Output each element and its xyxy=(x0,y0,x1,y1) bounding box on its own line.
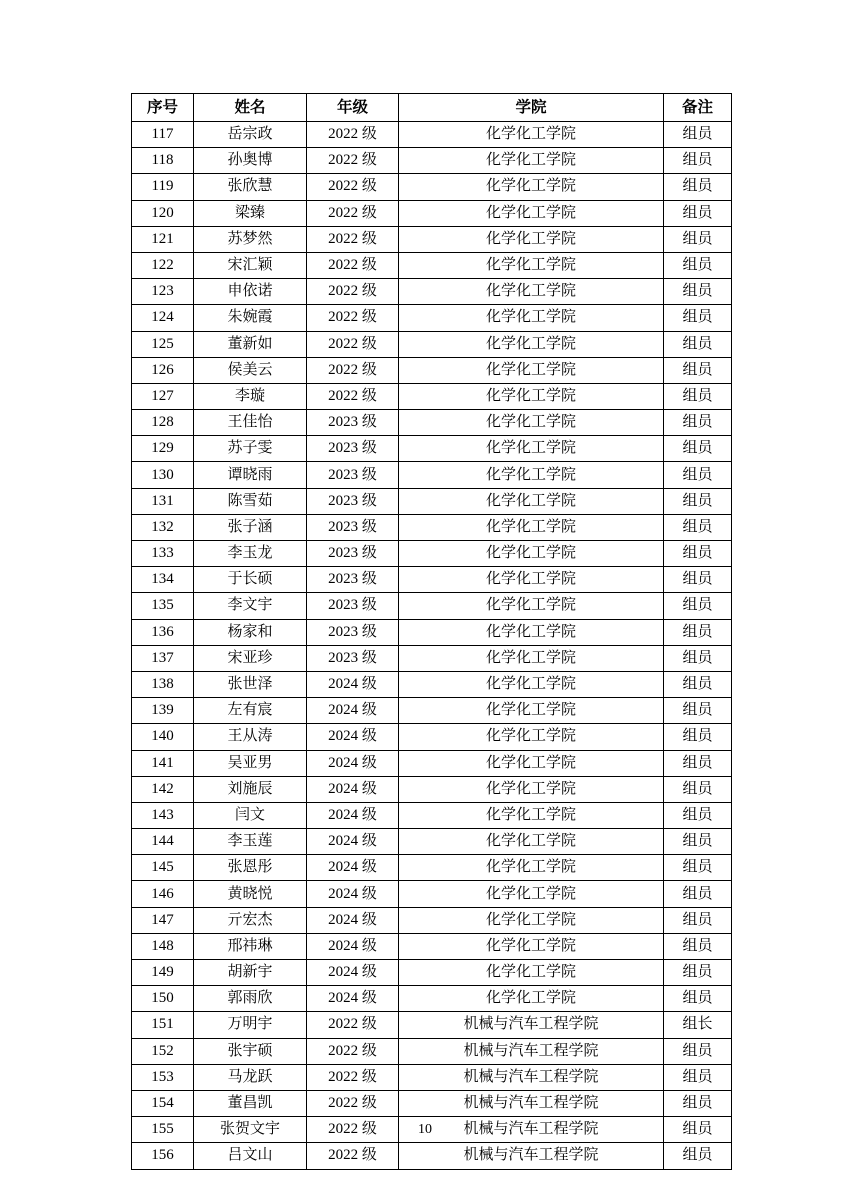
row-name: 李璇 xyxy=(194,383,307,409)
row-note: 组员 xyxy=(664,279,732,305)
row-grade: 2024 级 xyxy=(307,776,399,802)
column-header-grade: 年级 xyxy=(307,94,399,122)
row-college: 化学化工学院 xyxy=(399,488,664,514)
table-row xyxy=(132,436,732,462)
row-note: 组长 xyxy=(664,1012,732,1038)
row-note: 组员 xyxy=(664,907,732,933)
row-name: 申依诺 xyxy=(194,279,307,305)
row-seq: 141 xyxy=(132,750,194,776)
row-seq: 145 xyxy=(132,855,194,881)
row-grade: 2024 级 xyxy=(307,986,399,1012)
row-grade: 2022 级 xyxy=(307,148,399,174)
row-grade: 2022 级 xyxy=(307,226,399,252)
row-name: 苏子雯 xyxy=(194,436,307,462)
row-seq: 142 xyxy=(132,776,194,802)
table-header-row xyxy=(132,94,732,122)
row-seq: 148 xyxy=(132,933,194,959)
row-name: 王佳怡 xyxy=(194,410,307,436)
row-seq: 127 xyxy=(132,383,194,409)
column-header-note: 备注 xyxy=(664,94,732,122)
row-seq: 153 xyxy=(132,1064,194,1090)
row-name: 岳宗政 xyxy=(194,122,307,148)
row-name: 张贺文宇 xyxy=(194,1117,307,1143)
row-note: 组员 xyxy=(664,724,732,750)
row-name: 孙奥博 xyxy=(194,148,307,174)
row-grade: 2023 级 xyxy=(307,593,399,619)
row-name: 宋汇颖 xyxy=(194,252,307,278)
row-grade: 2023 级 xyxy=(307,645,399,671)
row-seq: 149 xyxy=(132,960,194,986)
table-row xyxy=(132,331,732,357)
row-name: 李文宇 xyxy=(194,593,307,619)
table-row xyxy=(132,802,732,828)
table-row xyxy=(132,750,732,776)
row-seq: 118 xyxy=(132,148,194,174)
table-row xyxy=(132,514,732,540)
row-grade: 2023 级 xyxy=(307,619,399,645)
row-grade: 2022 级 xyxy=(307,122,399,148)
row-note: 组员 xyxy=(664,593,732,619)
row-seq: 135 xyxy=(132,593,194,619)
row-note: 组员 xyxy=(664,357,732,383)
row-note: 组员 xyxy=(664,619,732,645)
page-number: 10 xyxy=(418,1122,432,1137)
row-college: 化学化工学院 xyxy=(399,410,664,436)
row-college: 化学化工学院 xyxy=(399,252,664,278)
row-note: 组员 xyxy=(664,750,732,776)
row-grade: 2023 级 xyxy=(307,488,399,514)
row-college: 化学化工学院 xyxy=(399,148,664,174)
row-grade: 2024 级 xyxy=(307,881,399,907)
row-seq: 119 xyxy=(132,174,194,200)
row-name: 董新如 xyxy=(194,331,307,357)
row-name: 于长硕 xyxy=(194,567,307,593)
row-note: 组员 xyxy=(664,462,732,488)
row-grade: 2023 级 xyxy=(307,410,399,436)
row-note: 组员 xyxy=(664,200,732,226)
row-name: 黄晓悦 xyxy=(194,881,307,907)
row-seq: 124 xyxy=(132,305,194,331)
row-college: 化学化工学院 xyxy=(399,907,664,933)
row-grade: 2024 级 xyxy=(307,698,399,724)
row-college: 化学化工学院 xyxy=(399,645,664,671)
row-note: 组员 xyxy=(664,1090,732,1116)
table-row xyxy=(132,567,732,593)
row-grade: 2022 级 xyxy=(307,331,399,357)
row-name: 陈雪茹 xyxy=(194,488,307,514)
row-college: 化学化工学院 xyxy=(399,567,664,593)
table-row xyxy=(132,174,732,200)
row-name: 张子涵 xyxy=(194,514,307,540)
row-grade: 2024 级 xyxy=(307,724,399,750)
table-row xyxy=(132,619,732,645)
row-note: 组员 xyxy=(664,567,732,593)
row-grade: 2023 级 xyxy=(307,436,399,462)
row-grade: 2024 级 xyxy=(307,933,399,959)
row-seq: 155 xyxy=(132,1117,194,1143)
row-grade: 2022 级 xyxy=(307,174,399,200)
row-note: 组员 xyxy=(664,331,732,357)
table-row xyxy=(132,122,732,148)
row-seq: 143 xyxy=(132,802,194,828)
row-note: 组员 xyxy=(664,855,732,881)
table-row xyxy=(132,855,732,881)
row-seq: 132 xyxy=(132,514,194,540)
roster-table xyxy=(131,93,732,1170)
row-college: 化学化工学院 xyxy=(399,619,664,645)
table-row xyxy=(132,279,732,305)
row-note: 组员 xyxy=(664,122,732,148)
row-name: 苏梦然 xyxy=(194,226,307,252)
row-seq: 146 xyxy=(132,881,194,907)
row-note: 组员 xyxy=(664,305,732,331)
table-row xyxy=(132,698,732,724)
row-name: 李玉龙 xyxy=(194,541,307,567)
table-row xyxy=(132,933,732,959)
row-seq: 122 xyxy=(132,252,194,278)
row-grade: 2024 级 xyxy=(307,802,399,828)
row-seq: 136 xyxy=(132,619,194,645)
row-grade: 2024 级 xyxy=(307,855,399,881)
table-row xyxy=(132,410,732,436)
row-grade: 2022 级 xyxy=(307,279,399,305)
table-row xyxy=(132,1064,732,1090)
table-row xyxy=(132,1038,732,1064)
column-header-name: 姓名 xyxy=(194,94,307,122)
table-row xyxy=(132,1143,732,1169)
table-row xyxy=(132,357,732,383)
row-name: 宋亚珍 xyxy=(194,645,307,671)
row-note: 组员 xyxy=(664,1038,732,1064)
row-name: 吕文山 xyxy=(194,1143,307,1169)
row-seq: 121 xyxy=(132,226,194,252)
row-note: 组员 xyxy=(664,383,732,409)
row-name: 李玉莲 xyxy=(194,829,307,855)
table-row xyxy=(132,593,732,619)
row-grade: 2022 级 xyxy=(307,1038,399,1064)
row-seq: 120 xyxy=(132,200,194,226)
row-college: 机械与汽车工程学院 xyxy=(399,1090,664,1116)
row-note: 组员 xyxy=(664,933,732,959)
table-row xyxy=(132,829,732,855)
row-name: 刘施辰 xyxy=(194,776,307,802)
row-name: 万明宇 xyxy=(194,1012,307,1038)
row-grade: 2022 级 xyxy=(307,1012,399,1038)
table-row xyxy=(132,1012,732,1038)
row-seq: 134 xyxy=(132,567,194,593)
row-seq: 128 xyxy=(132,410,194,436)
row-name: 杨家和 xyxy=(194,619,307,645)
row-note: 组员 xyxy=(664,960,732,986)
row-seq: 152 xyxy=(132,1038,194,1064)
row-name: 张欣慧 xyxy=(194,174,307,200)
row-seq: 140 xyxy=(132,724,194,750)
row-college: 化学化工学院 xyxy=(399,960,664,986)
row-college: 机械与汽车工程学院 xyxy=(399,1064,664,1090)
table-row xyxy=(132,462,732,488)
row-college: 化学化工学院 xyxy=(399,802,664,828)
row-college: 化学化工学院 xyxy=(399,357,664,383)
row-college: 化学化工学院 xyxy=(399,855,664,881)
table-row xyxy=(132,960,732,986)
row-name: 郭雨欣 xyxy=(194,986,307,1012)
row-seq: 150 xyxy=(132,986,194,1012)
row-college: 化学化工学院 xyxy=(399,514,664,540)
row-name: 马龙跃 xyxy=(194,1064,307,1090)
row-name: 谭晓雨 xyxy=(194,462,307,488)
row-name: 邢祎琳 xyxy=(194,933,307,959)
row-college: 化学化工学院 xyxy=(399,226,664,252)
row-seq: 131 xyxy=(132,488,194,514)
row-college: 化学化工学院 xyxy=(399,671,664,697)
row-name: 张恩彤 xyxy=(194,855,307,881)
table-row xyxy=(132,776,732,802)
row-grade: 2023 级 xyxy=(307,541,399,567)
row-note: 组员 xyxy=(664,986,732,1012)
row-college: 机械与汽车工程学院 xyxy=(399,1117,664,1143)
table-row xyxy=(132,1090,732,1116)
row-college: 机械与汽车工程学院 xyxy=(399,1143,664,1169)
row-college: 化学化工学院 xyxy=(399,776,664,802)
row-name: 梁臻 xyxy=(194,200,307,226)
row-college: 化学化工学院 xyxy=(399,122,664,148)
row-grade: 2022 级 xyxy=(307,1117,399,1143)
row-note: 组员 xyxy=(664,645,732,671)
row-name: 闫文 xyxy=(194,802,307,828)
row-note: 组员 xyxy=(664,174,732,200)
table-row xyxy=(132,252,732,278)
row-college: 化学化工学院 xyxy=(399,829,664,855)
table-header xyxy=(132,94,732,122)
row-college: 化学化工学院 xyxy=(399,986,664,1012)
table-row xyxy=(132,488,732,514)
row-grade: 2023 级 xyxy=(307,567,399,593)
row-name: 张宇硕 xyxy=(194,1038,307,1064)
table-row xyxy=(132,383,732,409)
table-row xyxy=(132,645,732,671)
row-seq: 133 xyxy=(132,541,194,567)
row-name: 亓宏杰 xyxy=(194,907,307,933)
row-seq: 126 xyxy=(132,357,194,383)
row-college: 机械与汽车工程学院 xyxy=(399,1012,664,1038)
row-college: 化学化工学院 xyxy=(399,698,664,724)
table-row xyxy=(132,671,732,697)
row-name: 侯美云 xyxy=(194,357,307,383)
row-grade: 2023 级 xyxy=(307,462,399,488)
row-college: 化学化工学院 xyxy=(399,933,664,959)
row-name: 胡新宇 xyxy=(194,960,307,986)
row-college: 化学化工学院 xyxy=(399,881,664,907)
table-row xyxy=(132,907,732,933)
table-body xyxy=(132,122,732,1170)
row-college: 化学化工学院 xyxy=(399,462,664,488)
row-college: 化学化工学院 xyxy=(399,724,664,750)
row-name: 董昌凯 xyxy=(194,1090,307,1116)
row-note: 组员 xyxy=(664,226,732,252)
row-college: 化学化工学院 xyxy=(399,436,664,462)
row-grade: 2024 级 xyxy=(307,960,399,986)
row-grade: 2024 级 xyxy=(307,750,399,776)
row-note: 组员 xyxy=(664,671,732,697)
table-row xyxy=(132,881,732,907)
row-note: 组员 xyxy=(664,514,732,540)
row-name: 左有宸 xyxy=(194,698,307,724)
row-note: 组员 xyxy=(664,148,732,174)
column-header-seq: 序号 xyxy=(132,94,194,122)
row-note: 组员 xyxy=(664,410,732,436)
row-note: 组员 xyxy=(664,698,732,724)
row-grade: 2023 级 xyxy=(307,514,399,540)
row-seq: 139 xyxy=(132,698,194,724)
row-seq: 125 xyxy=(132,331,194,357)
row-seq: 156 xyxy=(132,1143,194,1169)
row-grade: 2022 级 xyxy=(307,1143,399,1169)
row-grade: 2022 级 xyxy=(307,252,399,278)
row-grade: 2024 级 xyxy=(307,907,399,933)
row-grade: 2024 级 xyxy=(307,829,399,855)
row-grade: 2022 级 xyxy=(307,1064,399,1090)
row-note: 组员 xyxy=(664,829,732,855)
row-seq: 123 xyxy=(132,279,194,305)
row-college: 化学化工学院 xyxy=(399,279,664,305)
row-college: 化学化工学院 xyxy=(399,383,664,409)
table-row xyxy=(132,226,732,252)
row-college: 化学化工学院 xyxy=(399,305,664,331)
row-college: 化学化工学院 xyxy=(399,174,664,200)
table-row xyxy=(132,541,732,567)
row-college: 化学化工学院 xyxy=(399,331,664,357)
row-name: 王从涛 xyxy=(194,724,307,750)
table-row xyxy=(132,986,732,1012)
row-name: 张世泽 xyxy=(194,671,307,697)
row-grade: 2022 级 xyxy=(307,357,399,383)
row-seq: 144 xyxy=(132,829,194,855)
row-college: 化学化工学院 xyxy=(399,200,664,226)
row-note: 组员 xyxy=(664,1064,732,1090)
row-name: 吴亚男 xyxy=(194,750,307,776)
row-note: 组员 xyxy=(664,252,732,278)
row-grade: 2022 级 xyxy=(307,200,399,226)
table-row xyxy=(132,724,732,750)
table-row xyxy=(132,148,732,174)
column-header-college: 学院 xyxy=(399,94,664,122)
row-seq: 129 xyxy=(132,436,194,462)
row-note: 组员 xyxy=(664,881,732,907)
row-note: 组员 xyxy=(664,541,732,567)
row-note: 组员 xyxy=(664,802,732,828)
row-seq: 130 xyxy=(132,462,194,488)
row-seq: 117 xyxy=(132,122,194,148)
row-seq: 147 xyxy=(132,907,194,933)
row-name: 朱婉霞 xyxy=(194,305,307,331)
row-seq: 138 xyxy=(132,671,194,697)
row-grade: 2022 级 xyxy=(307,305,399,331)
row-note: 组员 xyxy=(664,1143,732,1169)
table-row xyxy=(132,200,732,226)
row-college: 化学化工学院 xyxy=(399,750,664,776)
row-college: 化学化工学院 xyxy=(399,593,664,619)
row-note: 组员 xyxy=(664,488,732,514)
row-seq: 137 xyxy=(132,645,194,671)
row-grade: 2022 级 xyxy=(307,383,399,409)
table-row xyxy=(132,305,732,331)
row-grade: 2024 级 xyxy=(307,671,399,697)
row-note: 组员 xyxy=(664,436,732,462)
row-college: 机械与汽车工程学院 xyxy=(399,1038,664,1064)
row-note: 组员 xyxy=(664,1117,732,1143)
row-college: 化学化工学院 xyxy=(399,541,664,567)
row-grade: 2022 级 xyxy=(307,1090,399,1116)
row-note: 组员 xyxy=(664,776,732,802)
row-seq: 151 xyxy=(132,1012,194,1038)
row-seq: 154 xyxy=(132,1090,194,1116)
